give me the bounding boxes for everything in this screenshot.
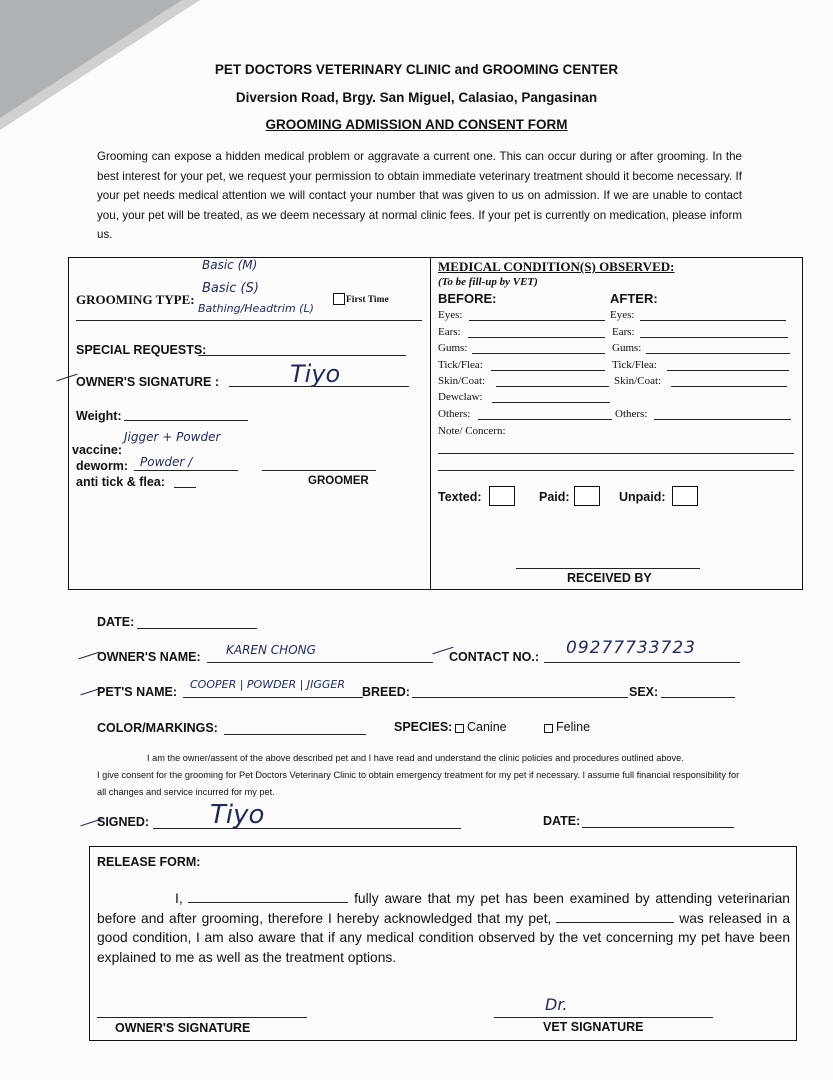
release-owner-name-field[interactable] xyxy=(188,890,348,903)
anti-tick-field[interactable] xyxy=(174,487,196,488)
contact-label: CONTACT NO.: xyxy=(449,650,540,664)
species-label: SPECIES: xyxy=(394,720,453,734)
pet-name-label: PET'S NAME: xyxy=(97,685,178,699)
before-label: BEFORE: xyxy=(438,291,497,306)
release-text-start: I, xyxy=(175,891,183,906)
column-divider xyxy=(430,258,431,589)
before-others-label: Others: xyxy=(438,408,471,420)
before-gums-label: Gums: xyxy=(438,342,468,354)
deworm-field[interactable] xyxy=(134,470,238,471)
release-text-mid1: fully aware that my pet has been examined by attending veterinarian before and after grooming, therefore I hereby acknowledged that my pet, xyxy=(97,891,790,926)
release-text-mid2: was released in a good condition, I am also aware that if any medical condition observed by the vet concerning my pet have been explained to me as well as the treatment options. xyxy=(97,910,790,965)
consent-text xyxy=(97,750,747,801)
grooming-type-hand-3: Bathing/Headtrim (L) xyxy=(198,302,314,315)
after-tick-label: Tick/Flea: xyxy=(612,359,657,371)
species-feline-checkbox[interactable] xyxy=(544,724,553,733)
first-time-checkbox[interactable] xyxy=(333,293,345,305)
pet-name-field[interactable] xyxy=(183,697,363,698)
species-feline-label: Feline xyxy=(556,720,591,734)
contact-value: 09277733723 xyxy=(566,638,696,658)
texted-label: Texted: xyxy=(438,490,482,504)
deworm-value: Powder / xyxy=(140,455,193,469)
received-by-line[interactable] xyxy=(516,568,700,569)
after-skin-label: Skin/Coat: xyxy=(614,375,662,387)
owner-name-field[interactable] xyxy=(207,662,433,663)
first-time-label: First Time xyxy=(346,295,389,305)
species-canine-checkbox[interactable] xyxy=(455,724,464,733)
signed-field[interactable] xyxy=(153,828,461,829)
before-tick-field[interactable] xyxy=(491,370,605,371)
consent-date-field[interactable] xyxy=(582,827,734,828)
color-markings-field[interactable] xyxy=(224,734,366,735)
weight-label: Weight: xyxy=(76,409,122,423)
note-line-1[interactable] xyxy=(438,453,794,454)
after-gums-label: Gums: xyxy=(612,342,642,354)
release-pet-name-field[interactable] xyxy=(556,910,674,923)
before-ears-field[interactable] xyxy=(468,337,605,338)
date-field[interactable] xyxy=(137,628,257,629)
note-line-2[interactable] xyxy=(438,470,794,471)
anti-tick-label: anti tick & flea: xyxy=(76,475,165,489)
release-paragraph xyxy=(97,889,790,967)
special-requests-field[interactable] xyxy=(198,355,406,356)
note-label: Note/ Concern: xyxy=(438,425,506,437)
before-eyes-label: Eyes: xyxy=(438,309,463,321)
after-gums-field[interactable] xyxy=(646,353,790,354)
grooming-type-label: GROOMING TYPE: xyxy=(76,292,195,307)
color-markings-label: COLOR/MARKINGS: xyxy=(97,721,218,735)
vaccine-label: vaccine: xyxy=(72,443,123,457)
after-skin-field[interactable] xyxy=(671,386,787,387)
signed-label: SIGNED: xyxy=(97,815,150,829)
owner-name-value: KAREN CHONG xyxy=(226,643,316,657)
before-others-field[interactable] xyxy=(478,419,612,420)
special-requests-label: SPECIAL REQUESTS: xyxy=(76,343,207,357)
unpaid-label: Unpaid: xyxy=(619,490,666,504)
consent-date-label: DATE: xyxy=(543,814,581,828)
intro-paragraph: Grooming can expose a hidden medical problem or aggravate a current one. This can occur during or after grooming. In the best interest for your pet, we request your permission to obtain immediate veterinary treatment should it become necessary. If your pet needs medical attention we will contact your number that was given to us on admission. If we are unable to contact you, your pet will be treated, as we deem necessary at normal clinic fees. If your pet is currently on medication, please inform us. xyxy=(97,150,742,241)
groomer-label: GROOMER xyxy=(308,475,369,487)
after-others-field[interactable] xyxy=(654,419,791,420)
grooming-type-hand-2: Basic (S) xyxy=(202,281,259,296)
breed-label: BREED: xyxy=(362,685,410,699)
release-owner-signature-line[interactable] xyxy=(97,1017,307,1018)
after-tick-field[interactable] xyxy=(667,370,789,371)
sex-field[interactable] xyxy=(661,697,735,698)
vet-signature-label: VET SIGNATURE xyxy=(543,1020,644,1034)
date-label: DATE: xyxy=(97,615,135,629)
after-ears-label: Ears: xyxy=(612,326,635,338)
received-by-label: RECEIVED BY xyxy=(567,571,652,585)
consent-text-rest: I give consent for the grooming for Pet Doctors Veterinary Clinic to obtain emergency treatment for my pet if necessary. I assume full financial responsibility for all changes and service incurred for my pet. xyxy=(97,770,740,797)
unpaid-checkbox[interactable] xyxy=(672,486,698,506)
texted-checkbox[interactable] xyxy=(489,486,515,506)
vaccine-value: Jigger + Powder xyxy=(124,430,221,444)
clinic-address: Diversion Road, Brgy. San Miguel, Calasiao, Pangasinan xyxy=(235,90,598,105)
before-dewclaw-field[interactable] xyxy=(492,402,610,403)
after-ears-field[interactable] xyxy=(640,337,788,338)
paid-label: Paid: xyxy=(539,490,570,504)
grooming-type-hand-1: Basic (M) xyxy=(202,258,258,272)
release-title: RELEASE FORM: xyxy=(97,855,201,869)
before-skin-label: Skin/Coat: xyxy=(438,375,486,387)
medical-title: MEDICAL CONDITION(S) OBSERVED: xyxy=(438,259,675,274)
after-others-label: Others: xyxy=(615,408,648,420)
before-eyes-field[interactable] xyxy=(469,320,605,321)
release-owner-signature-label: OWNER'S SIGNATURE xyxy=(115,1021,251,1035)
sex-label: SEX: xyxy=(629,685,659,699)
contact-field[interactable] xyxy=(544,662,740,663)
medical-subtitle: (To be fill-up by VET) xyxy=(438,276,538,288)
paid-checkbox[interactable] xyxy=(574,486,600,506)
before-gums-field[interactable] xyxy=(472,353,605,354)
after-eyes-field[interactable] xyxy=(640,320,786,321)
species-canine-label: Canine xyxy=(467,720,507,734)
deworm-label: deworm: xyxy=(76,459,129,473)
pet-name-value: COOPER | POWDER | JIGGER xyxy=(190,678,345,691)
clinic-name: PET DOCTORS VETERINARY CLINIC and GROOMING CENTER xyxy=(214,62,619,77)
owner-name-label: OWNER'S NAME: xyxy=(97,650,201,664)
after-label: AFTER: xyxy=(610,291,658,306)
vet-signature-mark: Dr. xyxy=(545,995,568,1014)
after-eyes-label: Eyes: xyxy=(610,309,635,321)
owner-signature-mark: Tiyo xyxy=(290,360,341,388)
weight-field[interactable] xyxy=(124,420,248,421)
grooming-type-line[interactable] xyxy=(76,320,422,321)
before-tick-label: Tick/Flea: xyxy=(438,359,483,371)
before-dewclaw-label: Dewclaw: xyxy=(438,391,483,403)
signed-mark: Tiyo xyxy=(210,800,265,830)
vet-signature-line[interactable] xyxy=(494,1017,713,1018)
groomer-signature-line[interactable] xyxy=(262,470,376,471)
form-title: GROOMING ADMISSION AND CONSENT FORM xyxy=(265,117,568,132)
owner-signature-label: OWNER'S SIGNATURE : xyxy=(76,375,220,389)
consent-text-line-1: I am the owner/assent of the above described pet and I have read and understand the clinic policies and procedures outlined above. xyxy=(147,753,684,763)
before-ears-label: Ears: xyxy=(438,326,461,338)
before-skin-field[interactable] xyxy=(496,386,609,387)
breed-field[interactable] xyxy=(412,697,628,698)
